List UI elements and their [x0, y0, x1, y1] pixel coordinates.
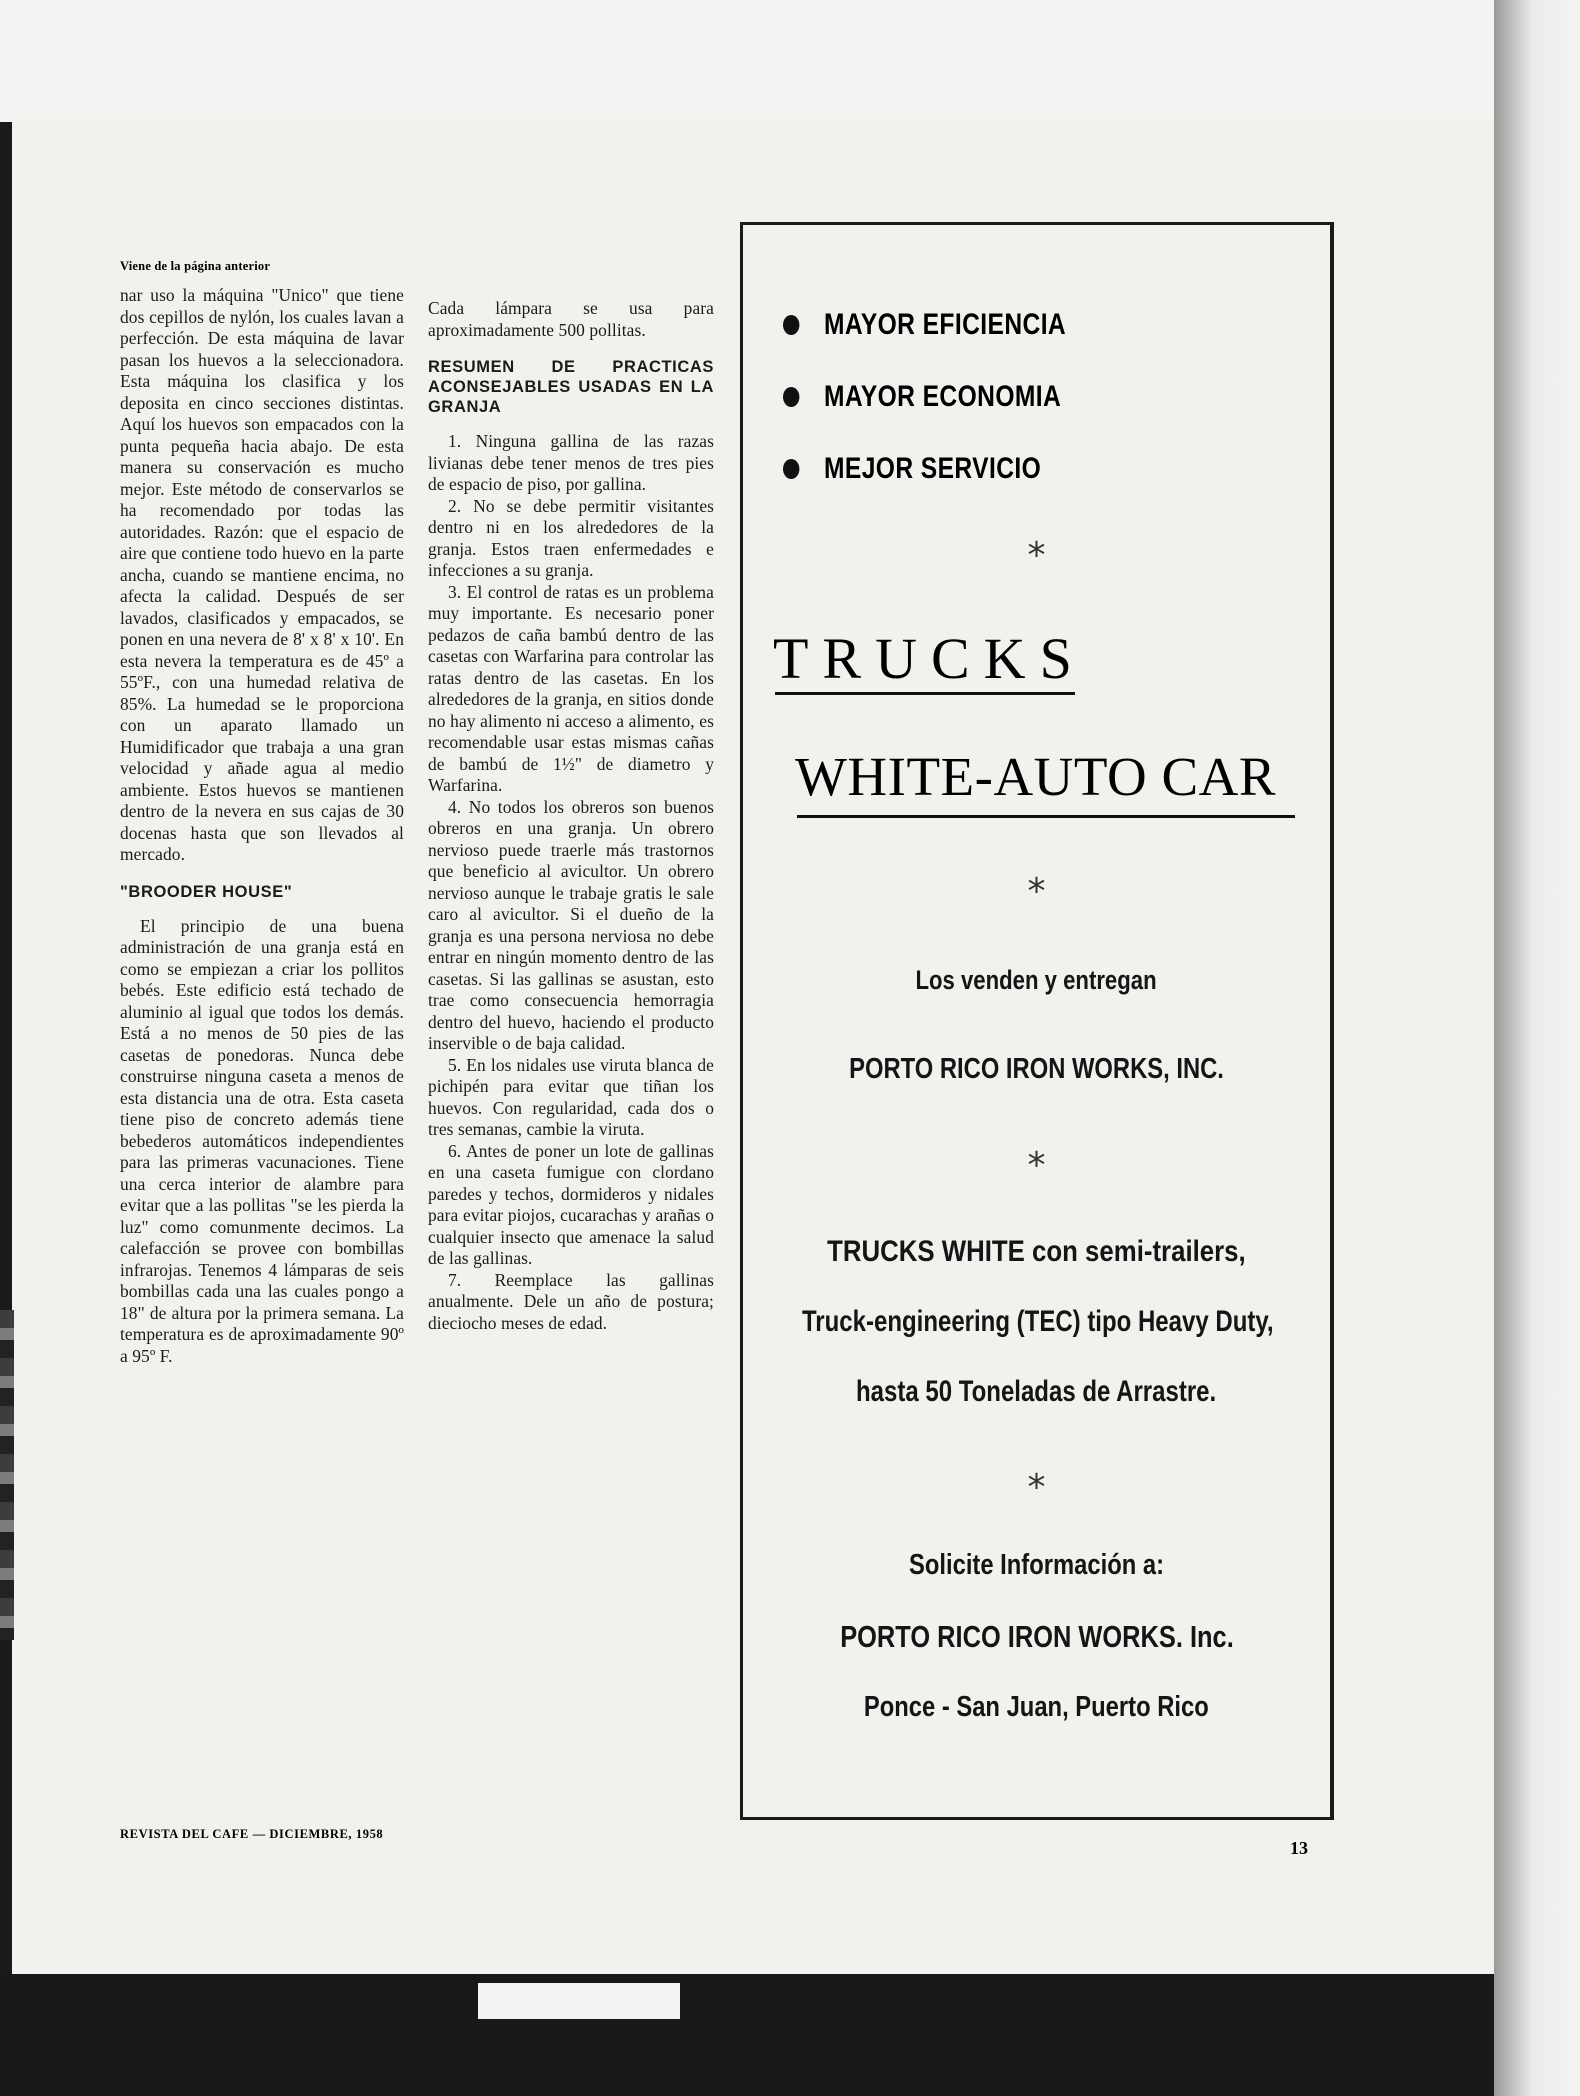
ad-bullet-text: MAYOR EFICIENCIA	[824, 308, 1067, 341]
ad-bullet	[783, 305, 1066, 345]
adjacent-page-photo-edge	[0, 1310, 14, 1640]
ad-tonnage: hasta 50 Toneladas de Arrastre.	[856, 1375, 1217, 1408]
scan-label	[478, 1983, 680, 2019]
ad-info-request: Solicite Información a:	[908, 1549, 1165, 1581]
asterisk-divider: *	[1027, 1467, 1046, 1508]
bullet-dot-icon	[783, 459, 799, 479]
ad-locations: Ponce - San Juan, Puerto Rico	[864, 1691, 1209, 1723]
scan-top-margin	[0, 0, 1494, 122]
divider	[775, 692, 1075, 695]
ad-bullet	[783, 377, 1061, 417]
ad-bullet	[783, 449, 1041, 489]
truck-advertisement	[740, 222, 1334, 1820]
divider	[797, 815, 1295, 818]
page-number: 13	[1290, 1838, 1308, 1858]
ad-brand-title: WHITE-AUTO CAR	[795, 746, 1277, 807]
ad-bullet-text: MEJOR SERVICIO	[824, 452, 1042, 485]
list-item: 4. No todos los obreros son buenos obreros en una granja. Un obrero nervioso puede traerle más trastornos que beneficio al avicultor. Un obrero nervioso aunque le trabaje gratis le sale caro al avicultor. Si el dueño de la granja es una persona nerviosa no debe entrar en ningún momento dentro de las casetas. Si las gallinas se asustan, esto trae como consecuencia hemorragia dentro del huevo, haciendo el producto inservible o de baja calidad.	[428, 796, 714, 1053]
asterisk-divider: *	[1027, 535, 1046, 576]
list-item: 6. Antes de poner un lote de gallinas en una caseta fumigue con clordano paredes y techos, dormideros y nidales para evitar piojos, cucarachas y arañas o cualquier insecto que amenace la salud de las gallinas.	[428, 1140, 714, 1268]
asterisk-divider: *	[1027, 871, 1046, 912]
ad-bullet-text: MAYOR ECONOMIA	[824, 380, 1062, 413]
ad-company-contact: PORTO RICO IRON WORKS. Inc.	[839, 1619, 1234, 1654]
list-item: 5. En los nidales use viruta blanca de pichipén para evitar que tiñan los huevos. Con regularidad, cada dos o tres semanas, cambie la viruta.	[428, 1054, 714, 1139]
asterisk-divider: *	[1027, 1145, 1046, 1186]
list-item: 7. Reemplace las gallinas anualmente. Dele un año de postura; dieciocho meses de edad.	[428, 1269, 714, 1333]
ad-company: PORTO RICO IRON WORKS, INC.	[849, 1053, 1224, 1085]
bullet-dot-icon	[783, 315, 799, 335]
ad-engineering: Truck-engineering (TEC) tipo Heavy Duty,	[801, 1305, 1274, 1338]
section-heading: "BROODER HOUSE"	[120, 882, 293, 901]
continued-note: Viene de la página anterior	[120, 259, 271, 273]
ad-trucks-white: TRUCKS WHITE con semi-trailers,	[827, 1235, 1246, 1268]
article-column-2	[428, 298, 714, 1334]
article-column-1	[120, 285, 404, 1367]
bullet-dot-icon	[783, 387, 799, 407]
page-spine	[0, 122, 12, 1974]
ad-trucks-title: TRUCKS	[773, 626, 1086, 691]
paragraph: nar uso la máquina "Unico" que tiene dos cepillos de nylón, los cuales lavan a perfección. De esta máquina de lavar pasan los huevos a la seleccionadora. Esta máquina los clasifica y los deposita en cinco secciones distintas. Aquí los huevos son empacados con la punta pequeña hacia abajo. De esta manera su conservación es mucho mejor. Este método de conservarlos se ha recomendado por todas las autoridades. Razón: que el espacio de aire que contiene todo huevo en la parte ancha, cuando se mantiene encima, no afecta la calidad. Después de ser lavados, clasificados y empacados, se ponen en una nevera de 8' x 8' x 10'. En esta nevera la temperatura es de 45º a 55ºF., con una humedad relativa de 85%. La humedad se le proporciona con un aparato llamado un Humidificador que trabaja a una gran velocidad y añade agua al medio ambiente. Estos huevos se mantienen dentro de la nevera en sus cajas de 30 docenas hasta que son llevados al mercado.	[120, 285, 404, 864]
ad-sold-by: Los venden y entregan	[915, 965, 1158, 995]
list-item: 2. No se debe permitir visitantes dentro ni en los alrededores de la granja. Estos traen enfermedades e infecciones a su granja.	[428, 495, 714, 580]
list-item: 3. El control de ratas es un problema muy importante. Es necesario poner pedazos de caña bambú dentro de las casetas con Warfarina para controlar las ratas dentro de las casetas. En los alrededores de la granja, en sitios donde no hay alimento ni acceso a alimento, es recomendable usar estas mismas cañas de bambú de 1½" de diametro y Warfarina.	[428, 581, 714, 795]
section-heading: RESUMEN DE PRACTICAS ACONSEJABLES USADAS EN LA GRANJA	[428, 358, 714, 416]
paragraph: Cada lámpara se usa para aproximadamente 500 pollitas.	[428, 298, 714, 340]
publication-footer: REVISTA DEL CAFE — DICIEMBRE, 1958	[120, 1827, 384, 1841]
paragraph: El principio de una buena administración de una granja está en como se empiezan a criar los pollitos bebés. Este edificio está techado de aluminio al igual que todos los demás. Está a no menos de 50 pies de las casetas de ponedoras. Nunca debe construirse ninguna caseta a menos de esta distancia una de otra. Esta caseta tiene piso de concreto además tiene bebederos automáticos independientes para las primeras vacunaciones. Tiene una cerca interior de alambre para evitar que a las pollitas "se les pierda la luz" como comunmente decimos. La calefacción se provee con bombillas infrarojas. Tenemos 4 lámparas de seis bombillas cada una las cuales pongo a 18" de altura por la primera semana. La temperatura es de aproximadamente 90º a 95º F.	[120, 915, 404, 1366]
list-item: 1. Ninguna gallina de las razas livianas debe tener menos de tres pies de espacio de piso, por gallina.	[428, 431, 714, 494]
scan-right-margin	[1494, 0, 1580, 2096]
